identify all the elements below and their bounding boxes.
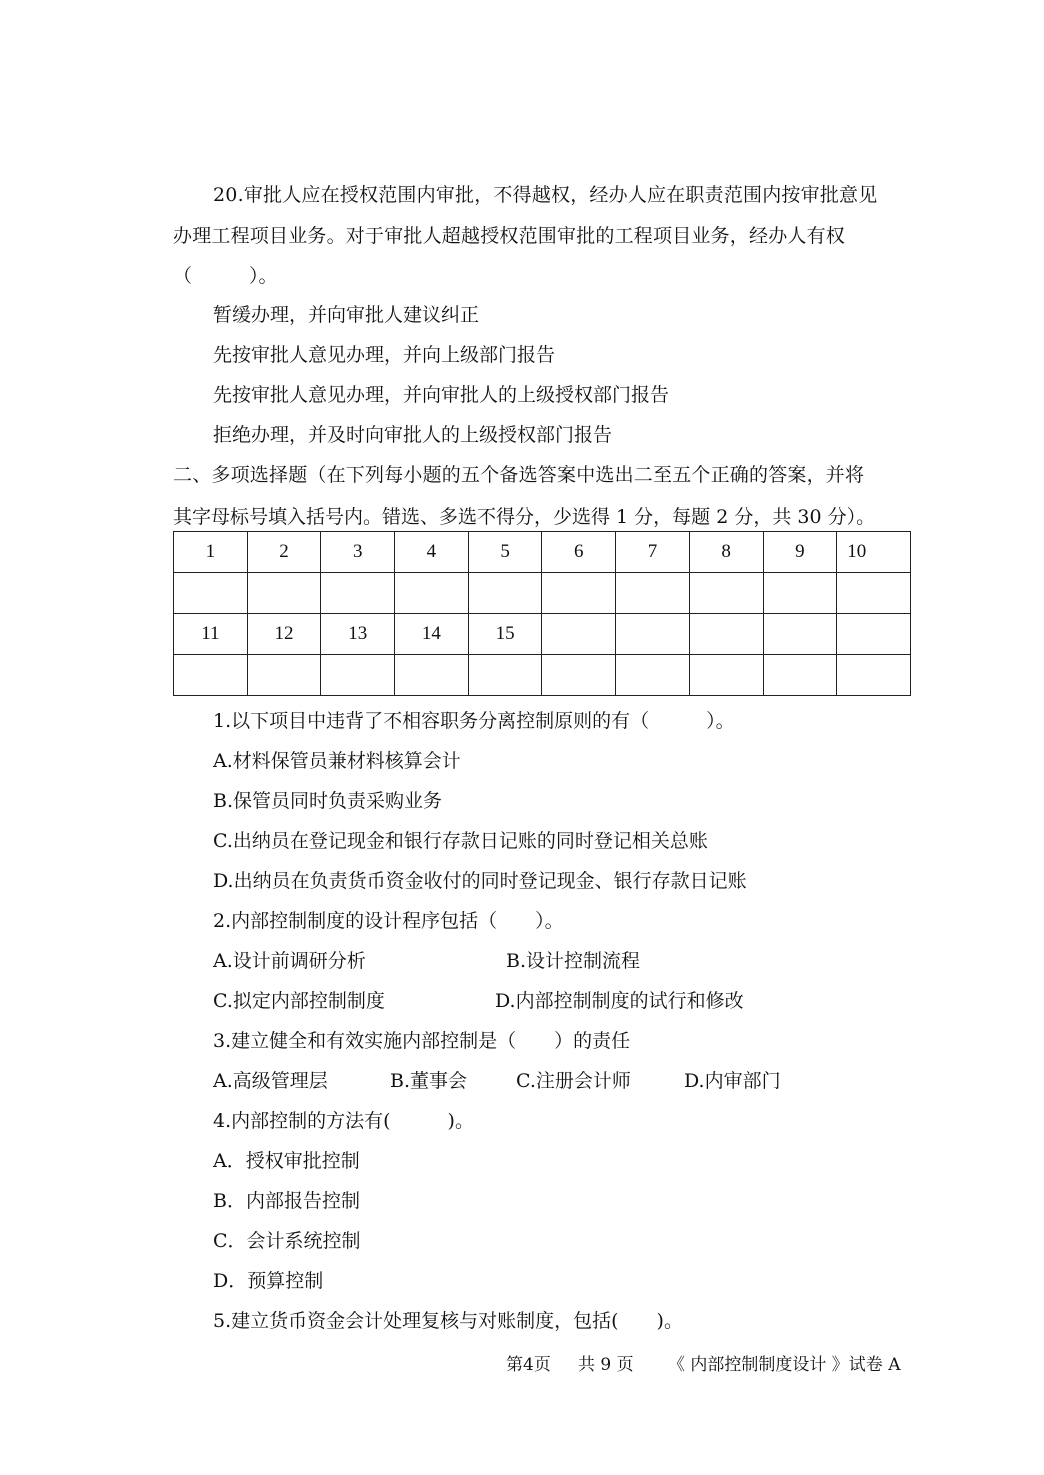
question-3-stem: 3.建立健全和有效实施内部控制是（ ）的责任 [213, 1030, 631, 1052]
answer-grid-number-row [174, 614, 911, 655]
answer-grid-cell: 10 [837, 532, 911, 573]
answer-box[interactable] [542, 573, 616, 614]
question-3-option-a: A.高级管理层 [213, 1070, 328, 1092]
question-5-stem: 5.建立货币资金会计处理复核与对账制度，包括( )。 [213, 1310, 683, 1332]
answer-grid-cell: 8 [689, 532, 763, 573]
question-4-option-c: C．会计系统控制 [213, 1230, 361, 1252]
question-2-option-b: B.设计控制流程 [506, 950, 641, 972]
answer-grid-cell: 11 [174, 614, 248, 655]
question-4-option-a: A．授权审批控制 [213, 1150, 360, 1172]
answer-box[interactable] [174, 573, 248, 614]
question-20-line-2: 办理工程项目业务。对于审批人超越授权范围审批的工程项目业务，经办人有权 [173, 225, 846, 247]
answer-box[interactable] [689, 573, 763, 614]
question-4-stem: 4.内部控制的方法有( )。 [213, 1110, 474, 1132]
footer-page-total: 共 9 页 [578, 1355, 634, 1375]
answer-box[interactable] [395, 655, 469, 696]
section-2-heading-line-1: 二、多项选择题（在下列每小题的五个备选答案中选出二至五个正确的答案，并将 [173, 464, 865, 486]
answer-box[interactable] [689, 655, 763, 696]
question-3-option-c: C.注册会计师 [516, 1070, 631, 1092]
answer-grid-cell: 3 [321, 532, 395, 573]
answer-grid-cell: 13 [321, 614, 395, 655]
question-2-option-c: C.拟定内部控制制度 [213, 990, 385, 1012]
answer-grid-cell [616, 614, 690, 655]
answer-grid-cell: 5 [468, 532, 542, 573]
question-4-option-d: D．预算控制 [213, 1270, 324, 1292]
answer-box[interactable] [837, 573, 911, 614]
question-20-line-3: （ ）。 [173, 265, 278, 287]
question-2-option-d: D.内部控制制度的试行和修改 [495, 990, 744, 1012]
question-1-option-c: C.出纳员在登记现金和银行存款日记账的同时登记相关总账 [213, 830, 708, 852]
answer-grid-cell: 1 [174, 532, 248, 573]
answer-grid-cell: 6 [542, 532, 616, 573]
answer-box[interactable] [321, 655, 395, 696]
answer-box[interactable] [616, 655, 690, 696]
question-3-option-b: B.董事会 [390, 1070, 468, 1092]
answer-grid-cell: 9 [763, 532, 837, 573]
answer-box[interactable] [616, 573, 690, 614]
answer-grid-cell [542, 614, 616, 655]
answer-box[interactable] [174, 655, 248, 696]
footer-exam-title: 《 内部控制制度设计 》试卷 A [668, 1355, 901, 1375]
answer-box[interactable] [321, 573, 395, 614]
answer-grid-cell: 12 [247, 614, 321, 655]
footer-page-number: 第4页 [506, 1355, 551, 1375]
answer-grid-cell [837, 614, 911, 655]
answer-grid-cell: 7 [616, 532, 690, 573]
answer-grid-blank-row [174, 655, 911, 696]
answer-box[interactable] [395, 573, 469, 614]
answer-box[interactable] [763, 573, 837, 614]
question-2-stem: 2.内部控制制度的设计程序包括（ ）。 [213, 910, 564, 932]
answer-box[interactable] [763, 655, 837, 696]
question-1-option-d: D.出纳员在负责货币资金收付的同时登记现金、银行存款日记账 [213, 870, 747, 892]
question-3-option-d: D.内审部门 [684, 1070, 781, 1092]
question-20-option-2: 先按审批人意见办理，并向上级部门报告 [213, 344, 556, 366]
answer-grid-cell [689, 614, 763, 655]
answer-grid-cell: 14 [395, 614, 469, 655]
question-1-option-a: A.材料保管员兼材料核算会计 [213, 750, 461, 772]
question-2-option-a: A.设计前调研分析 [213, 950, 366, 972]
question-20-option-4: 拒绝办理，并及时向审批人的上级授权部门报告 [213, 424, 613, 446]
answer-grid-cell: 2 [247, 532, 321, 573]
answer-box[interactable] [247, 655, 321, 696]
answer-grid-cell: 15 [468, 614, 542, 655]
answer-grid-number-row [174, 532, 911, 573]
answer-box[interactable] [247, 573, 321, 614]
answer-box[interactable] [468, 655, 542, 696]
answer-box[interactable] [542, 655, 616, 696]
question-1-option-b: B.保管员同时负责采购业务 [213, 790, 443, 812]
section-2-heading-line-2: 其字母标号填入括号内。错选、多选不得分，少选得 1 分，每题 2 分，共 30 分）。 [173, 506, 876, 528]
answer-box[interactable] [468, 573, 542, 614]
answer-grid-cell: 4 [395, 532, 469, 573]
question-20-option-1: 暂缓办理，并向审批人建议纠正 [213, 304, 480, 326]
answer-box[interactable] [837, 655, 911, 696]
question-20-option-3: 先按审批人意见办理，并向审批人的上级授权部门报告 [213, 384, 670, 406]
question-4-option-b: B．内部报告控制 [213, 1190, 360, 1212]
answer-grid-blank-row [174, 573, 911, 614]
answer-grid-cell [763, 614, 837, 655]
answer-grid [173, 531, 911, 696]
question-20-line-1: 20.审批人应在授权范围内审批，不得越权，经办人应在职责范围内按审批意见 [213, 184, 878, 206]
question-1-stem: 1.以下项目中违背了不相容职务分离控制原则的有（ ）。 [213, 710, 735, 732]
